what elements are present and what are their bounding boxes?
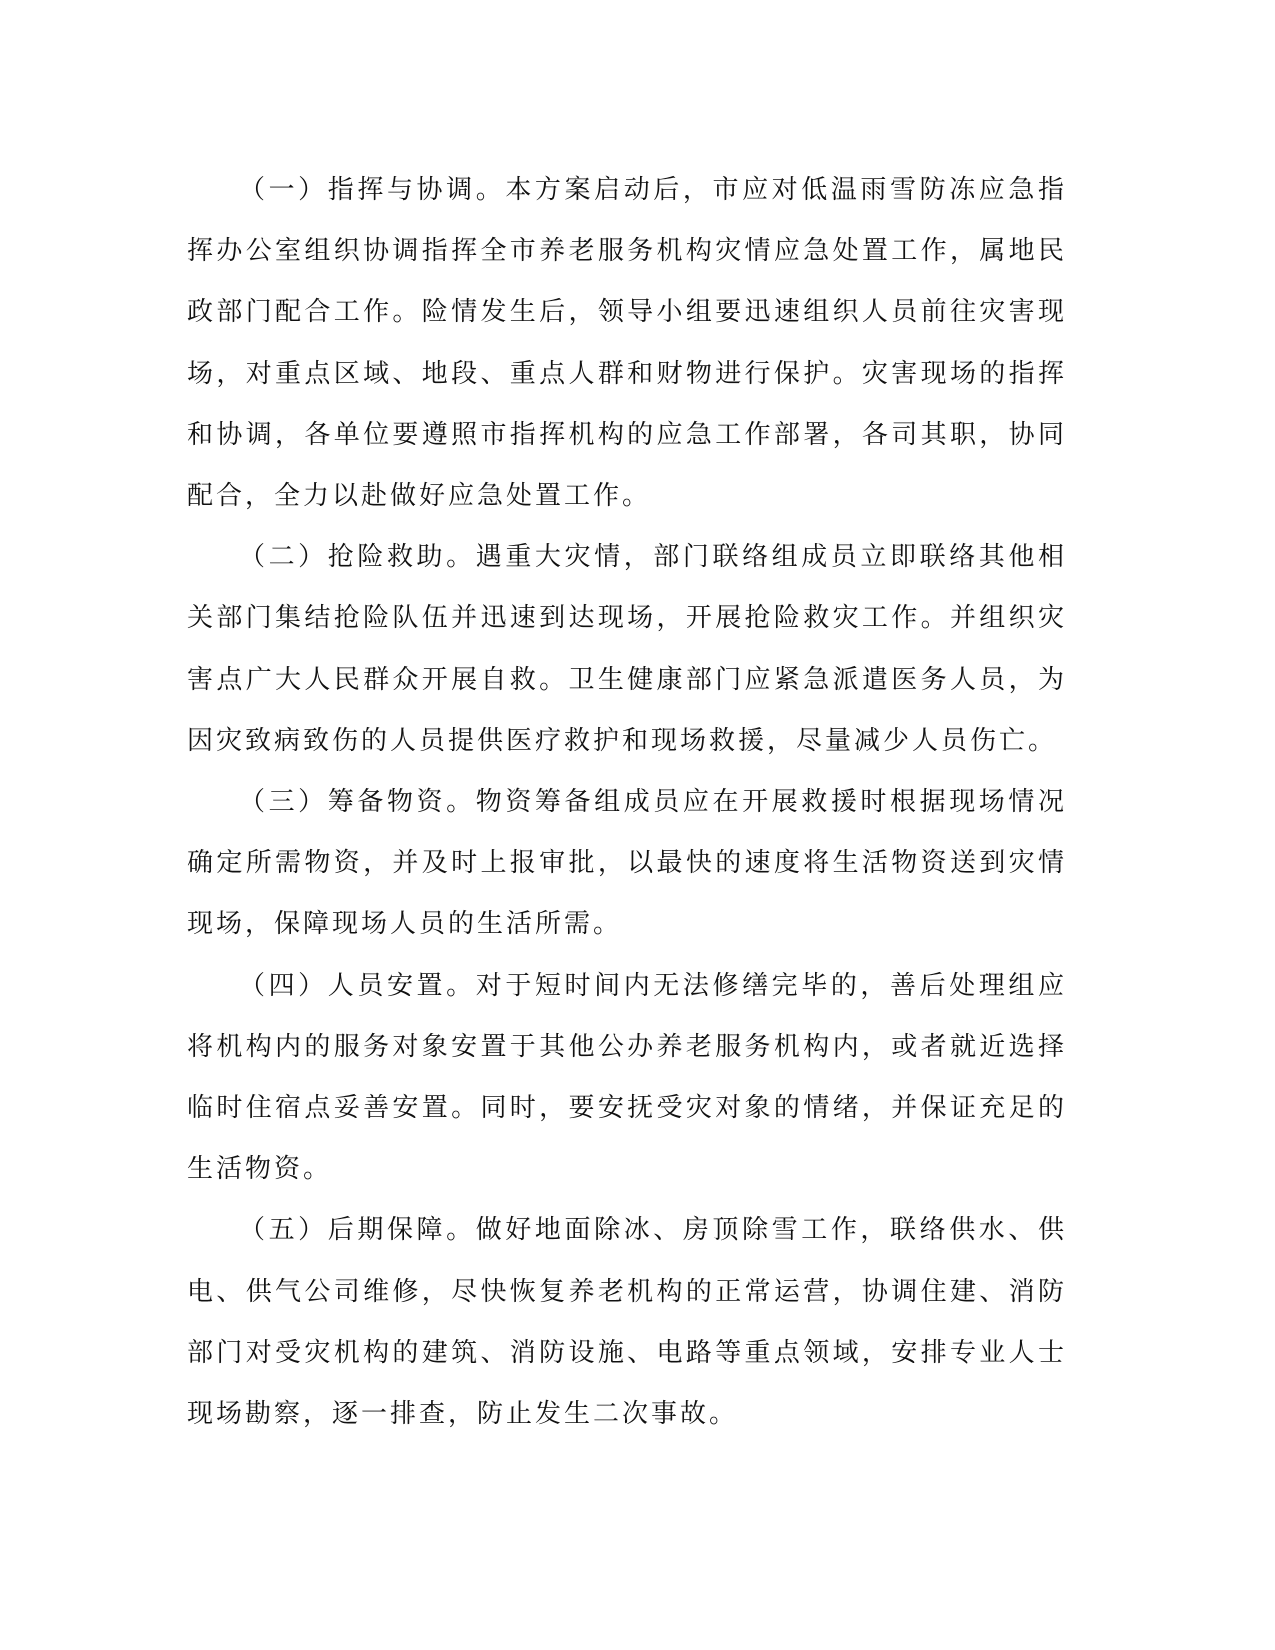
paragraph-rescue: （二）抢险救助。遇重大灾情，部门联络组成员立即联络其他相关部门集结抢险队伍并迅速到达现场，开展抢险救灾工作。并组织灾害点广大人民群众开展自救。卫生健康部门应紧急派遣医务人员，为因灾致病致伤的人员提供医疗救护和现场救援，尽量减少人员伤亡。 (187, 542, 1067, 756)
paragraph-command-coordination: （一）指挥与协调。本方案启动后，市应对低温雨雪防冻应急指挥办公室组织协调指挥全市养老服务机构灾情应急处置工作，属地民政部门配合工作。险情发生后，领导小组要迅速组织人员前往灾害现场，对重点区域、地段、重点人群和财物进行保护。灾害现场的指挥和协调，各单位要遵照市指挥机构的应急工作部署，各司其职，协同配合，全力以赴做好应急处置工作。 (187, 175, 1067, 512)
paragraph-aftercare: （五）后期保障。做好地面除冰、房顶除雪工作，联络供水、供电、供气公司维修，尽快恢复养老机构的正常运营，协调住建、消防部门对受灾机构的建筑、消防设施、电路等重点领域，安排专业人士现场勘察，逐一排查，防止发生二次事故。 (187, 1215, 1067, 1430)
paragraph-supplies: （三）筹备物资。物资筹备组成员应在开展救援时根据现场情况确定所需物资，并及时上报审批，以最快的速度将生活物资送到灾情现场，保障现场人员的生活所需。 (187, 787, 1067, 940)
document-body (187, 160, 1067, 1445)
paragraph-resettlement: （四）人员安置。对于短时间内无法修缮完毕的，善后处理组应将机构内的服务对象安置于其他公办养老服务机构内，或者就近选择临时住宿点妥善安置。同时，要安抚受灾对象的情绪，并保证充足的生活物资。 (187, 970, 1067, 1185)
